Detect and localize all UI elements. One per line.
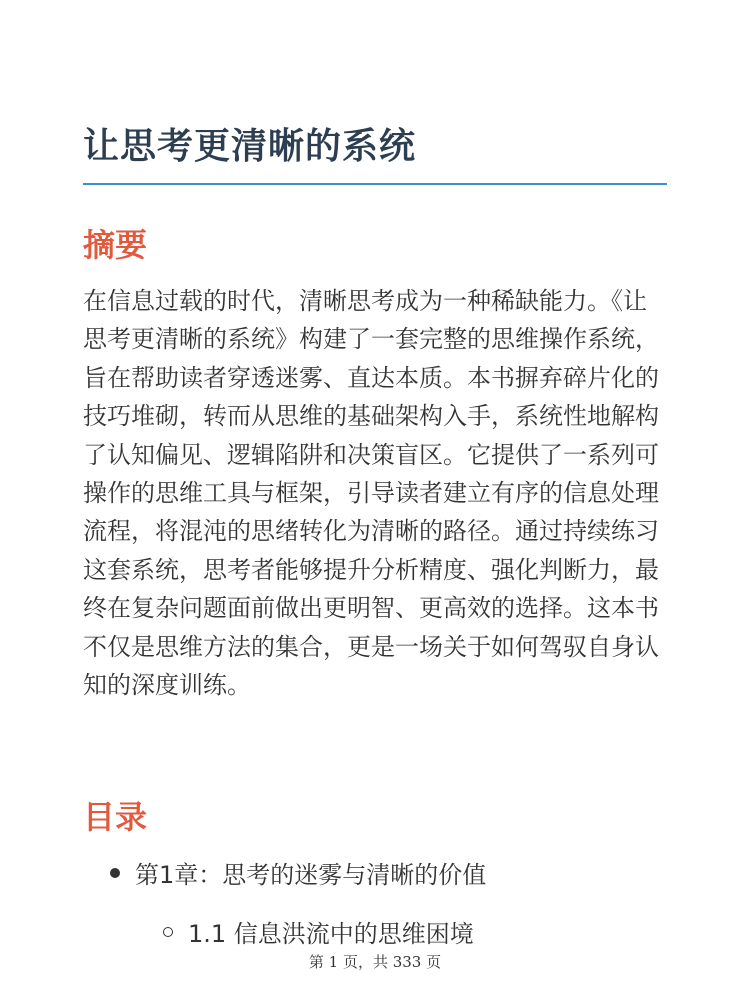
document-title: 让思考更清晰的系统 [83,126,417,167]
abstract-paragraph: 在信息过载的时代，清晰思考成为一种稀缺能力。《让思考更清晰的系统》构建了一套完整的思维操作系统，旨在帮助读者穿透迷雾、直达本质。本书摒弃碎片化的技巧堆砌，转而从思维的基础架构入手，系统性地解构了认知偏见、逻辑陷阱和决策盲区。它提供了一系列可操作的思维工具与框架，引导读者建立有序的信息处理流程，将混沌的思绪转化为清晰的路径。通过持续练习这套系统，思考者能够提升分析精度、强化判断力，最终在复杂问题面前做出更明智、更高效的选择。这本书不仅是思维方法的集合，更是一场关于如何驾驭自身认知的深度训练。 [83,287,659,700]
abstract-heading: 摘要 [83,226,148,264]
page-number-footer: 第 1 页，共 333 页 [308,953,442,971]
toc-item-label: 第1章：思考的迷雾与清晰的价值 [135,861,487,889]
toc-heading: 目录 [83,798,148,836]
bullet-circle-icon [163,927,173,937]
title-divider [83,183,667,185]
toc-item-section-1-1[interactable] [163,914,474,949]
toc-item-label: 1.1 信息洪流中的思维困境 [188,920,474,948]
bullet-disc-icon [110,868,120,878]
toc-item-chapter-1[interactable] [110,855,486,890]
